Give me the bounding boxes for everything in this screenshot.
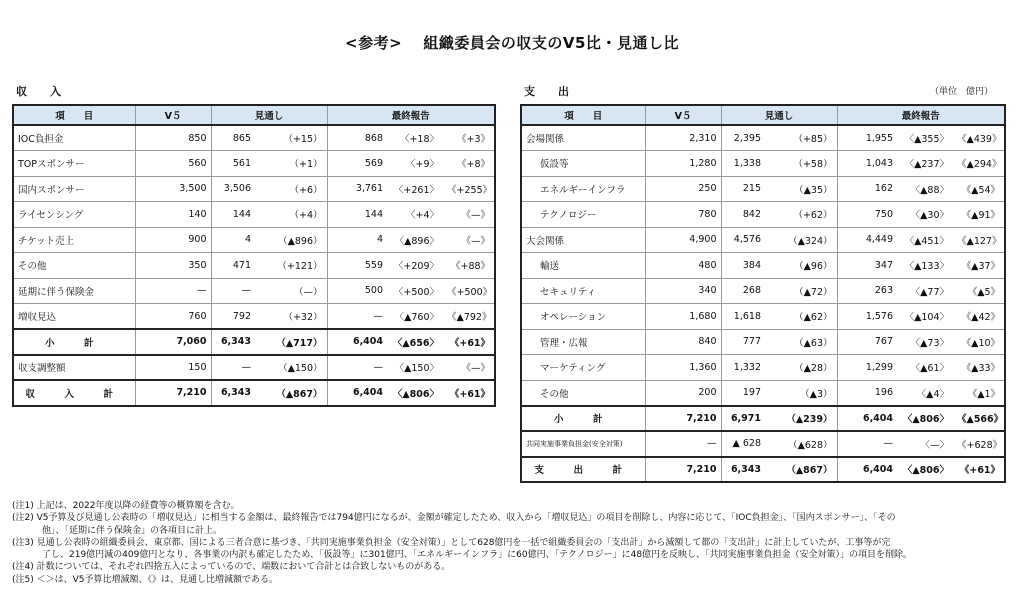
cell-final-diff-forecast: 《▲10》 bbox=[953, 329, 1005, 355]
table-row bbox=[13, 227, 495, 253]
cell-final-diff-v5: 〈+209〉 bbox=[387, 253, 443, 279]
cell-final-diff-forecast: 《—》 bbox=[443, 355, 495, 381]
cell-forecast: — bbox=[211, 278, 255, 304]
cell-final-diff-forecast: 《+61》 bbox=[443, 380, 495, 406]
cell-forecast: 6,343 bbox=[721, 457, 765, 483]
cell-final-diff-forecast: 《+88》 bbox=[443, 253, 495, 279]
cell-final: 6,404 bbox=[837, 457, 897, 483]
cell-forecast: ▲ 628 bbox=[721, 431, 765, 457]
cell-forecast: 384 bbox=[721, 253, 765, 279]
cell-final-diff-v5: 〈▲896〉 bbox=[387, 227, 443, 253]
table-row bbox=[521, 304, 1005, 330]
cell-final-diff-v5: 〈▲237〉 bbox=[897, 151, 953, 177]
cell-forecast-diff: （▲150） bbox=[255, 355, 327, 381]
cell-final-diff-v5: 〈▲133〉 bbox=[897, 253, 953, 279]
cell-final: 1,955 bbox=[837, 125, 897, 151]
cell-v5: 2,310 bbox=[645, 125, 721, 151]
cell-final: 162 bbox=[837, 176, 897, 202]
income-total-row bbox=[13, 380, 495, 406]
row-label: 会場関係 bbox=[521, 125, 645, 151]
table-row bbox=[521, 227, 1005, 253]
cell-forecast: 792 bbox=[211, 304, 255, 330]
cell-final-diff-forecast: 《▲439》 bbox=[953, 125, 1005, 151]
cell-forecast-diff: （—） bbox=[255, 278, 327, 304]
header-v5: V５ bbox=[135, 105, 211, 125]
row-label: 収 入 計 bbox=[13, 380, 135, 406]
cell-final: 263 bbox=[837, 278, 897, 304]
row-label: 小 計 bbox=[521, 406, 645, 432]
cell-final-diff-v5: 〈▲806〉 bbox=[897, 406, 953, 432]
cell-v5: 1,280 bbox=[645, 151, 721, 177]
table-row bbox=[521, 176, 1005, 202]
cell-final-diff-forecast: 《+500》 bbox=[443, 278, 495, 304]
cell-final-diff-v5: 〈▲30〉 bbox=[897, 202, 953, 228]
cell-v5: 200 bbox=[645, 380, 721, 406]
cell-forecast-diff: （▲28） bbox=[765, 355, 837, 381]
row-label: 輸送 bbox=[521, 253, 645, 279]
row-label: 増収見込 bbox=[13, 304, 135, 330]
cell-forecast: 777 bbox=[721, 329, 765, 355]
row-label: TOPスポンサー bbox=[13, 151, 135, 177]
expense-subtotal-row bbox=[521, 406, 1005, 432]
cell-forecast-diff: （▲717） bbox=[255, 329, 327, 355]
cell-forecast-diff: （+58） bbox=[765, 151, 837, 177]
cell-final: 500 bbox=[327, 278, 387, 304]
expense-header-row bbox=[521, 105, 1005, 125]
header-final: 最終報告 bbox=[327, 105, 495, 125]
cell-final-diff-forecast: 《▲127》 bbox=[953, 227, 1005, 253]
row-label: 共同実施事業負担金(安全対策) bbox=[521, 431, 645, 457]
cell-final-diff-v5: 〈+261〉 bbox=[387, 176, 443, 202]
cell-final-diff-forecast: 《▲54》 bbox=[953, 176, 1005, 202]
cell-final: 6,404 bbox=[327, 380, 387, 406]
cell-final-diff-v5: 〈▲355〉 bbox=[897, 125, 953, 151]
cell-v5: 850 bbox=[135, 125, 211, 151]
cell-forecast-diff: （▲867） bbox=[255, 380, 327, 406]
cell-final-diff-forecast: 《—》 bbox=[443, 227, 495, 253]
cell-forecast: 2,395 bbox=[721, 125, 765, 151]
cell-forecast-diff: （+4） bbox=[255, 202, 327, 228]
cell-final-diff-v5: 〈▲73〉 bbox=[897, 329, 953, 355]
cell-final-diff-forecast: 《▲566》 bbox=[953, 406, 1005, 432]
cell-final: 767 bbox=[837, 329, 897, 355]
cell-forecast-diff: （+6） bbox=[255, 176, 327, 202]
cell-forecast: 1,618 bbox=[721, 304, 765, 330]
cell-forecast: 1,332 bbox=[721, 355, 765, 381]
cell-final-diff-forecast: 《+628》 bbox=[953, 431, 1005, 457]
cell-final-diff-v5: 〈+4〉 bbox=[387, 202, 443, 228]
cell-final: 196 bbox=[837, 380, 897, 406]
expense-joint-row bbox=[521, 431, 1005, 457]
header-final: 最終報告 bbox=[837, 105, 1005, 125]
cell-v5: 1,680 bbox=[645, 304, 721, 330]
cell-final-diff-v5: 〈▲4〉 bbox=[897, 380, 953, 406]
cell-v5: 1,360 bbox=[645, 355, 721, 381]
cell-v5: 780 bbox=[645, 202, 721, 228]
cell-v5: 7,210 bbox=[645, 406, 721, 432]
cell-final-diff-forecast: 《+8》 bbox=[443, 151, 495, 177]
cell-final-diff-v5: 〈+500〉 bbox=[387, 278, 443, 304]
cell-forecast-diff: （+121） bbox=[255, 253, 327, 279]
cell-v5: 7,060 bbox=[135, 329, 211, 355]
row-label: マーケティング bbox=[521, 355, 645, 381]
footnotes bbox=[12, 500, 1012, 586]
cell-final-diff-v5: 〈▲806〉 bbox=[897, 457, 953, 483]
cell-final-diff-forecast: 《▲792》 bbox=[443, 304, 495, 330]
cell-final-diff-v5: 〈+9〉 bbox=[387, 151, 443, 177]
row-label: 管理・広報 bbox=[521, 329, 645, 355]
table-row bbox=[521, 151, 1005, 177]
cell-final: 559 bbox=[327, 253, 387, 279]
cell-forecast: 1,338 bbox=[721, 151, 765, 177]
cell-v5: 7,210 bbox=[645, 457, 721, 483]
cell-forecast-diff: （▲35） bbox=[765, 176, 837, 202]
cell-final-diff-forecast: 《▲294》 bbox=[953, 151, 1005, 177]
table-row bbox=[13, 125, 495, 151]
row-label: その他 bbox=[13, 253, 135, 279]
cell-forecast: 4 bbox=[211, 227, 255, 253]
cell-final-diff-v5: 〈▲88〉 bbox=[897, 176, 953, 202]
cell-final: 3,761 bbox=[327, 176, 387, 202]
header-item: 項 目 bbox=[13, 105, 135, 125]
cell-final-diff-forecast: 《▲91》 bbox=[953, 202, 1005, 228]
cell-v5: 150 bbox=[135, 355, 211, 381]
table-row bbox=[521, 202, 1005, 228]
row-label: オペレーション bbox=[521, 304, 645, 330]
cell-final-diff-forecast: 《+255》 bbox=[443, 176, 495, 202]
cell-final-diff-forecast: 《—》 bbox=[443, 202, 495, 228]
cell-final-diff-v5: 〈▲760〉 bbox=[387, 304, 443, 330]
note-4: (注4) 計数については、それぞれ四捨五入によっているので、端数において合計とは合致しないものがある。 bbox=[12, 562, 451, 573]
cell-forecast-diff: （+15） bbox=[255, 125, 327, 151]
cell-final-diff-v5: 〈▲806〉 bbox=[387, 380, 443, 406]
table-row bbox=[13, 304, 495, 330]
cell-final-diff-v5: 〈▲451〉 bbox=[897, 227, 953, 253]
cell-forecast: 215 bbox=[721, 176, 765, 202]
cell-final: 1,299 bbox=[837, 355, 897, 381]
cell-v5: 900 bbox=[135, 227, 211, 253]
row-label: 大会関係 bbox=[521, 227, 645, 253]
cell-final-diff-forecast: 《▲5》 bbox=[953, 278, 1005, 304]
note-2: (注2) V5予算及び見通し公表時の「増収見込」に相当する金額は、最終報告では794億円になるが、金額が確定したため、収入から「増収見込」の項目を削除し、内容に応じて、「IOC負担金」、「国内スポンサー」、「その bbox=[12, 513, 896, 524]
cell-forecast: 471 bbox=[211, 253, 255, 279]
income-section-label: 収 入 bbox=[16, 85, 67, 98]
income-table bbox=[12, 104, 496, 407]
table-row bbox=[13, 253, 495, 279]
cell-final: 6,404 bbox=[837, 406, 897, 432]
cell-final: — bbox=[327, 355, 387, 381]
header-v5: V５ bbox=[645, 105, 721, 125]
cell-forecast: 3,506 bbox=[211, 176, 255, 202]
table-row bbox=[521, 125, 1005, 151]
cell-final: 4 bbox=[327, 227, 387, 253]
row-label: その他 bbox=[521, 380, 645, 406]
cell-final-diff-forecast: 《▲42》 bbox=[953, 304, 1005, 330]
header-forecast: 見通し bbox=[211, 105, 327, 125]
cell-v5: — bbox=[135, 278, 211, 304]
cell-forecast-diff: （+62） bbox=[765, 202, 837, 228]
expense-total-row bbox=[521, 457, 1005, 483]
note-1: (注1) 上記は、2022年度以降の経費等の概算額を含む。 bbox=[12, 501, 240, 511]
cell-v5: 560 bbox=[135, 151, 211, 177]
cell-final: 4,449 bbox=[837, 227, 897, 253]
income-subtotal-row bbox=[13, 329, 495, 355]
table-row bbox=[521, 278, 1005, 304]
cell-forecast: — bbox=[211, 355, 255, 381]
cell-final: 6,404 bbox=[327, 329, 387, 355]
row-label: 延期に伴う保険金 bbox=[13, 278, 135, 304]
cell-final-diff-forecast: 《▲33》 bbox=[953, 355, 1005, 381]
table-row bbox=[13, 176, 495, 202]
cell-forecast-diff: （▲867） bbox=[765, 457, 837, 483]
cell-forecast: 6,971 bbox=[721, 406, 765, 432]
cell-forecast-diff: （▲3） bbox=[765, 380, 837, 406]
cell-v5: 140 bbox=[135, 202, 211, 228]
cell-final: — bbox=[837, 431, 897, 457]
cell-v5: 4,900 bbox=[645, 227, 721, 253]
cell-forecast-diff: （▲896） bbox=[255, 227, 327, 253]
table-row bbox=[521, 253, 1005, 279]
row-label: 国内スポンサー bbox=[13, 176, 135, 202]
cell-forecast: 144 bbox=[211, 202, 255, 228]
cell-forecast: 268 bbox=[721, 278, 765, 304]
cell-final-diff-v5: 〈▲150〉 bbox=[387, 355, 443, 381]
row-label: 収支調整額 bbox=[13, 355, 135, 381]
cell-v5: 7,210 bbox=[135, 380, 211, 406]
cell-forecast: 561 bbox=[211, 151, 255, 177]
cell-final: 868 bbox=[327, 125, 387, 151]
cell-forecast: 6,343 bbox=[211, 380, 255, 406]
table-row bbox=[521, 329, 1005, 355]
cell-final-diff-forecast: 《▲1》 bbox=[953, 380, 1005, 406]
cell-final-diff-v5: 〈▲61〉 bbox=[897, 355, 953, 381]
row-label: チケット売上 bbox=[13, 227, 135, 253]
row-label: ライセンシング bbox=[13, 202, 135, 228]
cell-forecast-diff: （▲96） bbox=[765, 253, 837, 279]
cell-forecast: 842 bbox=[721, 202, 765, 228]
cell-forecast-diff: （▲63） bbox=[765, 329, 837, 355]
note-2-cont: 他」、「延期に伴う保険金」の各項目に計上。 bbox=[42, 525, 223, 536]
cell-v5: 3,500 bbox=[135, 176, 211, 202]
cell-final: 144 bbox=[327, 202, 387, 228]
cell-final: — bbox=[327, 304, 387, 330]
cell-v5: 250 bbox=[645, 176, 721, 202]
cell-forecast-diff: （▲239） bbox=[765, 406, 837, 432]
cell-final-diff-forecast: 《▲37》 bbox=[953, 253, 1005, 279]
table-row bbox=[521, 355, 1005, 381]
row-label: セキュリティ bbox=[521, 278, 645, 304]
row-label: 仮設等 bbox=[521, 151, 645, 177]
cell-v5: 840 bbox=[645, 329, 721, 355]
cell-final-diff-v5: 〈▲77〉 bbox=[897, 278, 953, 304]
expense-table bbox=[520, 104, 1006, 483]
row-label: エネルギーインフラ bbox=[521, 176, 645, 202]
note-3-cont: 了し、219億円減の409億円となり、各事業の内訳も確定したため、「仮設等」に301億円、「エネルギーインフラ」に60億円、「テクノロジー」に48億円を反映し、「共同実施事業負担金（安全対策）」の項目を削除。 bbox=[42, 550, 913, 561]
header-item: 項 目 bbox=[521, 105, 645, 125]
cell-final-diff-forecast: 《+3》 bbox=[443, 125, 495, 151]
table-row bbox=[13, 151, 495, 177]
cell-forecast-diff: （▲628） bbox=[765, 431, 837, 457]
cell-final-diff-v5: 〈▲656〉 bbox=[387, 329, 443, 355]
cell-forecast-diff: （▲62） bbox=[765, 304, 837, 330]
cell-final: 1,043 bbox=[837, 151, 897, 177]
table-row bbox=[521, 380, 1005, 406]
expense-section-label: 支 出 bbox=[524, 85, 575, 98]
row-label: IOC負担金 bbox=[13, 125, 135, 151]
row-label: 支 出 計 bbox=[521, 457, 645, 483]
table-row bbox=[13, 202, 495, 228]
cell-final-diff-v5: 〈—〉 bbox=[897, 431, 953, 457]
header-forecast: 見通し bbox=[721, 105, 837, 125]
row-label: 小 計 bbox=[13, 329, 135, 355]
note-3: (注3) 見通し公表時の組織委員会、東京都、国による三者合意に基づき、「共同実施事業負担金（安全対策）」として628億円を一括で組織委員会の「支出計」から減額して都の「支出計」に計上していたが、工事等が完 bbox=[12, 537, 891, 548]
cell-final-diff-v5: 〈▲104〉 bbox=[897, 304, 953, 330]
cell-final-diff-forecast: 《+61》 bbox=[953, 457, 1005, 483]
cell-final-diff-forecast: 《+61》 bbox=[443, 329, 495, 355]
cell-forecast: 4,576 bbox=[721, 227, 765, 253]
cell-forecast-diff: （▲324） bbox=[765, 227, 837, 253]
cell-v5: — bbox=[645, 431, 721, 457]
cell-v5: 760 bbox=[135, 304, 211, 330]
unit-label: （単位 億円） bbox=[930, 87, 994, 97]
cell-final-diff-v5: 〈+18〉 bbox=[387, 125, 443, 151]
page-title: <参考> 組織委員会の収支のV5比・見通し比 bbox=[345, 34, 679, 52]
cell-forecast-diff: （+1） bbox=[255, 151, 327, 177]
note-5: (注5) ＜＞は、V5予算比増減額、《》は、見通し比増減額である。 bbox=[12, 574, 278, 585]
cell-forecast-diff: （▲72） bbox=[765, 278, 837, 304]
cell-v5: 350 bbox=[135, 253, 211, 279]
table-row bbox=[13, 278, 495, 304]
cell-final: 1,576 bbox=[837, 304, 897, 330]
row-label: テクノロジー bbox=[521, 202, 645, 228]
cell-final: 569 bbox=[327, 151, 387, 177]
income-header-row bbox=[13, 105, 495, 125]
cell-forecast: 865 bbox=[211, 125, 255, 151]
cell-final: 347 bbox=[837, 253, 897, 279]
cell-final: 750 bbox=[837, 202, 897, 228]
cell-v5: 480 bbox=[645, 253, 721, 279]
cell-v5: 340 bbox=[645, 278, 721, 304]
cell-forecast-diff: （+85） bbox=[765, 125, 837, 151]
cell-forecast: 197 bbox=[721, 380, 765, 406]
cell-forecast-diff: （+32） bbox=[255, 304, 327, 330]
cell-forecast: 6,343 bbox=[211, 329, 255, 355]
income-adjustment-row bbox=[13, 355, 495, 381]
